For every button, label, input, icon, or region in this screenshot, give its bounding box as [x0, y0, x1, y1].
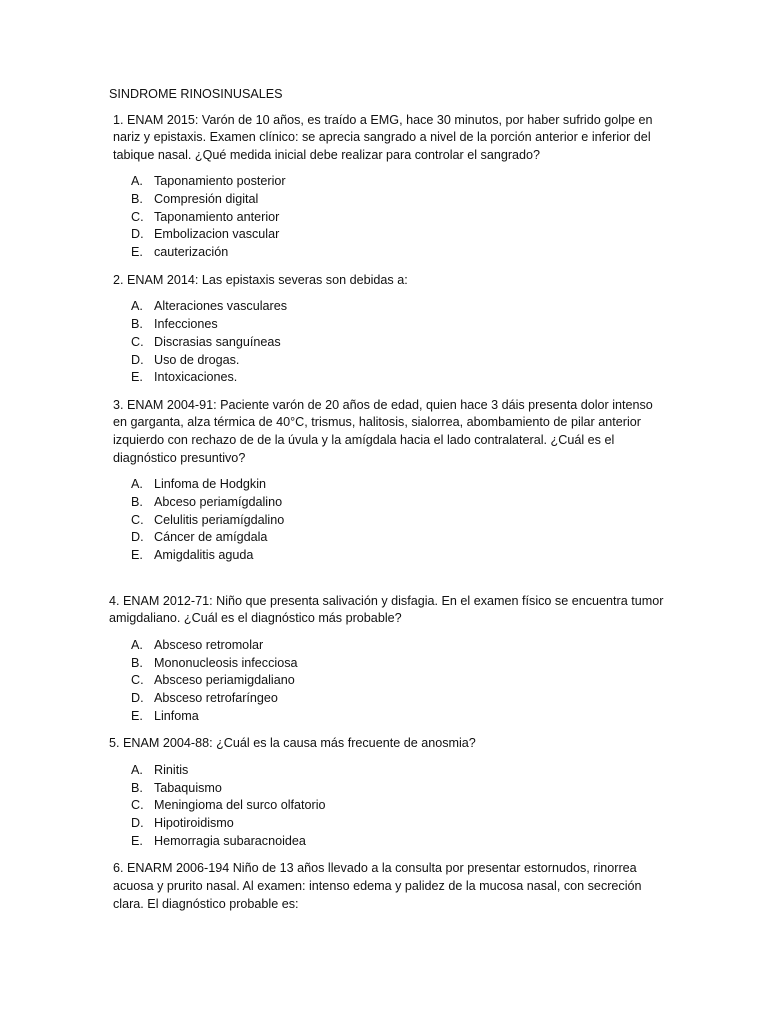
option-text: Discrasias sanguíneas: [154, 334, 281, 349]
question-text: 5. ENAM 2004-88: ¿Cuál es la causa más frecuente de anosmia?: [109, 736, 476, 751]
option-item: [109, 334, 665, 352]
option-letter: E.: [131, 833, 143, 848]
option-text: Meningioma del surco olfatorio: [154, 798, 326, 813]
question-text: 6. ENARM 2006-194 Niño de 13 años llevado a la consulta por presentar estornudos, rinorrea acuosa y prurito nasal. Al examen: intenso edema y palidez de la mucosa nasal, con secreción clara. El diagnóstico probable es:: [113, 861, 642, 911]
question-block: [109, 397, 665, 565]
document-page: [109, 86, 665, 922]
option-letter: A.: [131, 637, 143, 652]
option-item: [109, 762, 665, 780]
option-item: [109, 708, 665, 726]
option-letter: E.: [131, 548, 143, 563]
option-letter: E.: [131, 245, 143, 260]
option-item: [109, 797, 665, 815]
option-item: [109, 316, 665, 334]
option-letter: C.: [131, 209, 144, 224]
option-item: [109, 529, 665, 547]
option-letter: C.: [131, 512, 144, 527]
option-letter: B.: [131, 655, 143, 670]
option-text: Cáncer de amígdala: [154, 530, 268, 545]
question-block: [109, 272, 665, 387]
option-text: Uso de drogas.: [154, 352, 240, 367]
option-letter: A.: [131, 299, 143, 314]
option-letter: C.: [131, 798, 144, 813]
option-item: [109, 494, 665, 512]
option-text: Amigdalitis aguda: [154, 548, 254, 563]
option-letter: C.: [131, 334, 144, 349]
option-letter: B.: [131, 780, 143, 795]
option-text: Alteraciones vasculares: [154, 299, 287, 314]
option-letter: A.: [131, 762, 143, 777]
option-text: Infecciones: [154, 317, 218, 332]
option-letter: D.: [131, 815, 144, 830]
option-text: Hipotiroidismo: [154, 815, 234, 830]
option-letter: D.: [131, 227, 144, 242]
option-text: Tabaquismo: [154, 780, 222, 795]
question-text: 2. ENAM 2014: Las epistaxis severas son debidas a:: [113, 272, 408, 287]
option-item: [109, 780, 665, 798]
option-item: [109, 690, 665, 708]
option-text: Taponamiento anterior: [154, 209, 280, 224]
question-block: [109, 112, 665, 262]
option-letter: E.: [131, 370, 143, 385]
option-text: Compresión digital: [154, 192, 259, 207]
option-item: [109, 369, 665, 387]
option-item: [109, 512, 665, 530]
option-text: Linfoma: [154, 708, 199, 723]
option-letter: D.: [131, 690, 144, 705]
option-item: [109, 173, 665, 191]
option-item: [109, 547, 665, 565]
option-letter: D.: [131, 530, 144, 545]
option-text: Absceso retrofaríngeo: [154, 690, 278, 705]
option-item: [109, 655, 665, 673]
question-block: [109, 735, 665, 850]
options-list: [109, 637, 665, 725]
option-letter: E.: [131, 708, 143, 723]
option-letter: D.: [131, 352, 144, 367]
option-item: [109, 191, 665, 209]
question-text: 3. ENAM 2004-91: Paciente varón de 20 años de edad, quien hace 3 dáis presenta dolor intenso en garganta, alza térmica de 40°C, trismus, halitosis, sialorrea, abombamiento de pilar anterior izquierdo con rechazo de de la úvula y la amígdala hacia el lado contralateral. ¿Cuál es el diagnóstico presuntivo?: [113, 397, 653, 465]
question-block: [109, 860, 665, 913]
question-text: 4. ENAM 2012-71: Niño que presenta salivación y disfagia. En el examen físico se encuentra tumor amigdaliano. ¿Cuál es el diagnóstico más probable?: [109, 593, 664, 626]
option-text: Linfoma de Hodgkin: [154, 477, 267, 492]
option-text: cauterización: [154, 245, 229, 260]
option-item: [109, 637, 665, 655]
option-item: [109, 672, 665, 690]
option-letter: B.: [131, 317, 143, 332]
options-list: [109, 762, 665, 850]
option-letter: C.: [131, 673, 144, 688]
option-letter: A.: [131, 174, 143, 189]
option-text: Mononucleosis infecciosa: [154, 655, 298, 670]
option-item: [109, 351, 665, 369]
question-text: 1. ENAM 2015: Varón de 10 años, es traído a EMG, hace 30 minutos, por haber sufrido golpe en nariz y epistaxis. Examen clínico: se aprecia sangrado a nivel de la porción anterior e inferior del tabique nasal. ¿Qué medida inicial debe realizar para controlar el sangrado?: [113, 112, 653, 162]
options-list: [109, 298, 665, 386]
option-letter: B.: [131, 192, 143, 207]
option-item: [109, 226, 665, 244]
option-item: [109, 476, 665, 494]
question-block: [109, 593, 665, 726]
option-text: Intoxicaciones.: [154, 370, 238, 385]
option-item: [109, 815, 665, 833]
option-text: Abceso periamígdalino: [154, 494, 283, 509]
option-letter: B.: [131, 494, 143, 509]
option-text: Rinitis: [154, 762, 189, 777]
document-title: SINDROME RINOSINUSALES: [109, 87, 283, 101]
option-letter: A.: [131, 477, 143, 492]
options-list: [109, 476, 665, 564]
option-item: [109, 833, 665, 851]
options-list: [109, 173, 665, 261]
blank-gap: [109, 575, 665, 593]
option-text: Taponamiento posterior: [154, 174, 286, 189]
option-item: [109, 244, 665, 262]
option-text: Absceso periamigdaliano: [154, 673, 295, 688]
option-item: [109, 209, 665, 227]
option-text: Absceso retromolar: [154, 637, 264, 652]
option-text: Hemorragia subaracnoidea: [154, 833, 306, 848]
option-text: Celulitis periamígdalino: [154, 512, 285, 527]
option-item: [109, 298, 665, 316]
option-text: Embolizacion vascular: [154, 227, 280, 242]
